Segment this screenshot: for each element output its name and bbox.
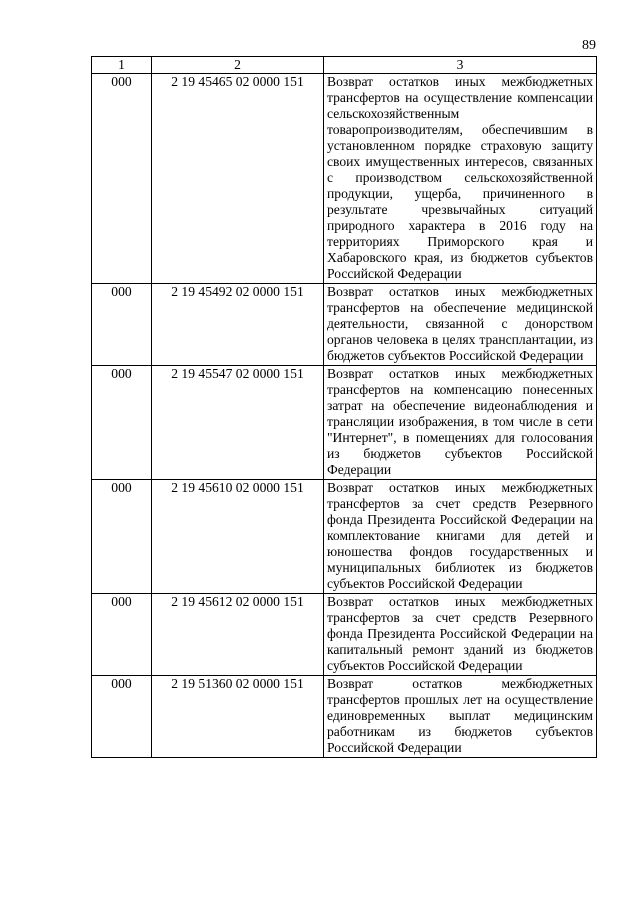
column-header-3: 3 [324,57,597,74]
admin-code-cell: 000 [92,594,152,676]
budget-code-cell: 2 19 45547 02 0000 151 [152,366,324,480]
description-cell: Возврат остатков иных межбюджетных трансфертов на осуществление компенсации сельскохозяйственным товаропроизводителям, обеспечившим в установленном порядке страховую защиту своих имущественных интересов, связанных с производством сельскохозяйственной продукции, ущерба, причиненного в результате чрезвычайных ситуаций природного характера в 2016 году на территориях Приморского края и Хабаровского края, из бюджетов субъектов Российской Федерации [324,74,597,284]
table-row [92,480,597,594]
description-cell: Возврат остатков иных межбюджетных трансфертов на компенсацию понесенных затрат на обеспечение видеонаблюдения и трансляции изображения, в том числе в сети "Интернет", в помещениях для голосования из бюджетов субъектов Российской Федерации [324,366,597,480]
budget-code-cell: 2 19 45465 02 0000 151 [152,74,324,284]
column-header-2: 2 [152,57,324,74]
admin-code-cell: 000 [92,480,152,594]
description-cell: Возврат остатков иных межбюджетных трансфертов за счет средств Резервного фонда Президента Российской Федерации на комплектование книгами для детей и юношества фондов государственных и муниципальных библиотек из бюджетов субъектов Российской Федерации [324,480,597,594]
table-header-row [92,57,597,74]
table-row [92,676,597,758]
description-cell: Возврат остатков иных межбюджетных трансфертов на обеспечение медицинской деятельности, связанной с донорством органов человека в целях трансплантации, из бюджетов субъектов Российской Федерации [324,284,597,366]
budget-code-cell: 2 19 45492 02 0000 151 [152,284,324,366]
budget-code-cell: 2 19 51360 02 0000 151 [152,676,324,758]
description-cell: Возврат остатков иных межбюджетных трансфертов за счет средств Резервного фонда Президента Российской Федерации на капитальный ремонт зданий из бюджетов субъектов Российской Федерации [324,594,597,676]
page-number: 89 [582,38,596,53]
admin-code-cell: 000 [92,74,152,284]
table-row [92,74,597,284]
table-row [92,284,597,366]
budget-code-cell: 2 19 45612 02 0000 151 [152,594,324,676]
description-cell: Возврат остатков межбюджетных трансфертов прошлых лет на осуществление единовременных выплат медицинским работникам из бюджетов субъектов Российской Федерации [324,676,597,758]
admin-code-cell: 000 [92,366,152,480]
admin-code-cell: 000 [92,284,152,366]
column-header-1: 1 [92,57,152,74]
admin-code-cell: 000 [92,676,152,758]
table-row [92,594,597,676]
budget-code-cell: 2 19 45610 02 0000 151 [152,480,324,594]
table-row [92,366,597,480]
budget-codes-table [91,56,597,758]
